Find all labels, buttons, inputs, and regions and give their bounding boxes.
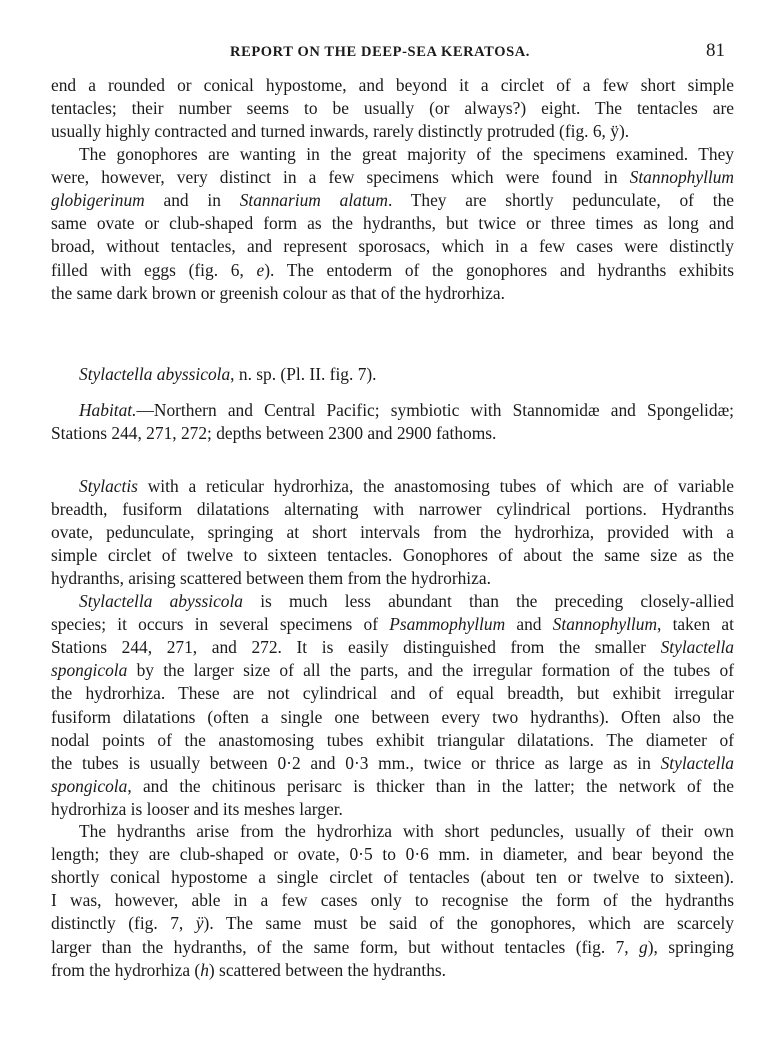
text-line: Habitat.—Northern and Central Pacific; symbiotic with Stannomidæ and Spongelidæ; [79, 400, 734, 420]
running-title: REPORT ON THE DEEP-SEA KERATOSA. [230, 44, 531, 60]
text-line: were, however, very distinct in a few specimens which were found in Stannophyllum [51, 167, 734, 188]
text-line: fusiform dilatations (often a single one between every two hydranths). Often also the [51, 706, 734, 727]
text-line: The gonophores are wanting in the great majority of the specimens examined. They [79, 144, 734, 164]
text-line: larger than the hydranths, of the same form, but without tentacles (fig. 7, g), springing [51, 936, 735, 957]
text-line: Stations 244, 271, and 272. It is easily distinguished from the smaller Stylactella [51, 637, 734, 658]
text-line: from the hydrorhiza (h) scattered between the hydranths. [51, 959, 447, 980]
text-line: filled with eggs (fig. 6, e). The entoderm of the gonophores and hydranths exhibits [51, 259, 734, 280]
text-line: I was, however, able in a few cases only to recognise the form of the hydranths [51, 890, 734, 911]
text-line: hydranths, arising scattered between them from the hydrorhiza. [51, 568, 491, 589]
text-line: nodal points of the anastomosing tubes exhibit triangular dilatations. The diameter of [51, 729, 734, 750]
text-line: spongicola by the larger size of all the parts, and the irregular formation of the tubes of [51, 660, 734, 681]
text-line: globigerinum and in Stannarium alatum. They are shortly pedunculate, of the [51, 190, 734, 211]
text-line: the same dark brown or greenish colour as that of the hydrorhiza. [51, 282, 505, 303]
text-line: simple circlet of twelve to sixteen tentacles. Gonophores of about the same size as the [51, 545, 734, 566]
text-line: broad, without tentacles, and represent sporosacs, which in a few cases were distinctly [51, 236, 734, 257]
text-line: usually highly contracted and turned inwards, rarely distinctly protruded (fig. 6, ÿ). [51, 121, 630, 142]
text-line: Stations 244, 271, 272; depths between 2300 and 2900 fathoms. [51, 423, 497, 444]
text-line: same ovate or club-shaped form as the hydranths, but twice or three times as long and [51, 213, 734, 234]
text-line: Stylactella abyssicola is much less abundant than the preceding closely-allied [79, 591, 734, 611]
text-line: breadth, fusiform dilatations alternating with narrower cylindrical portions. Hydranths [51, 499, 734, 520]
text-line: ovate, pedunculate, springing at short intervals from the hydrorhiza, provided with a [51, 522, 734, 543]
text-line: the hydrorhiza. These are not cylindrical and of equal breadth, but exhibit irregular [51, 683, 734, 704]
text-line: length; they are club-shaped or ovate, 0·5 to 0·6 mm. in diameter, and bear beyond the [51, 844, 734, 865]
text-line: end a rounded or conical hypostome, and beyond it a circlet of a few short simple [51, 75, 734, 95]
text-line: Stylactella abyssicola, n. sp. (Pl. II. fig. 7). [79, 364, 377, 384]
text-line: tentacles; their number seems to be usually (or always?) eight. The tentacles are [51, 98, 734, 119]
text-line: hydrorhiza is looser and its meshes larger. [51, 798, 343, 819]
text-line: species; it occurs in several specimens of Psammophyllum and Stannophyllum, taken at [51, 614, 734, 635]
text-line: distinctly (fig. 7, ÿ). The same must be said of the gonophores, which are scarcely [51, 913, 734, 934]
text-line: spongicola, and the chitinous perisarc is thicker than in the latter; the network of the [51, 775, 734, 796]
text-line: Stylactis with a reticular hydrorhiza, the anastomosing tubes of which are of variable [79, 476, 734, 496]
text-line: shortly conical hypostome a single circlet of tentacles (about ten or twelve to sixteen). [51, 867, 734, 888]
text-line: the tubes is usually between 0·2 and 0·3 mm., twice or thrice as large as in Stylactella [51, 752, 734, 773]
page-number: 81 [706, 40, 725, 61]
text-line: The hydranths arise from the hydrorhiza with short peduncles, usually of their own [79, 821, 734, 841]
page-header [0, 40, 776, 64]
